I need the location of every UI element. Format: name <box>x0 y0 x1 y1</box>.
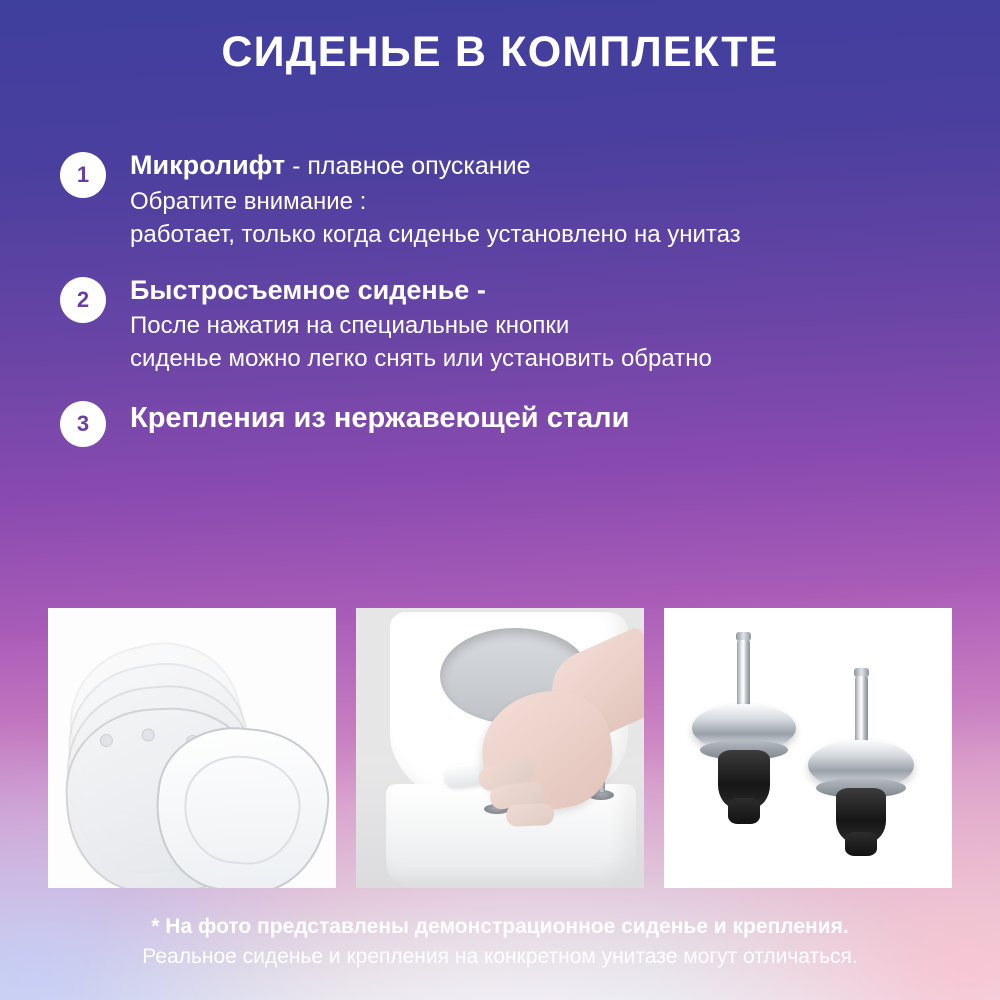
fixing-rubber-tip <box>845 832 877 856</box>
list-item <box>60 148 960 251</box>
feature-heading-row <box>130 148 741 183</box>
feature-number-badge: 2 <box>60 277 106 323</box>
footnote-line-1: * На фото представлены демонстрационное сиденье и крепления. <box>151 915 849 938</box>
fixing-right-icon <box>664 608 952 888</box>
photo-steel-fixings <box>664 608 952 888</box>
feature-subline: После нажатия на специальные кнопки <box>130 312 570 339</box>
photo-seat-softclose <box>48 608 336 888</box>
fixing-shaft <box>855 676 868 748</box>
photo-quick-release <box>356 608 644 888</box>
feature-heading-suffix: - плавное опускание <box>285 152 531 180</box>
finger-shape <box>506 803 555 827</box>
footnote <box>0 912 1000 972</box>
feature-subline: работает, только когда сиденье установлено на унитаз <box>130 221 741 248</box>
list-item <box>60 397 960 447</box>
feature-subline: Обратите внимание : <box>130 188 367 215</box>
feature-text <box>130 148 741 251</box>
feature-heading: Микролифт <box>130 150 286 180</box>
photo-gallery <box>48 608 952 888</box>
feature-list <box>60 148 960 469</box>
feature-heading: Крепления из нержавеющей стали <box>130 402 630 434</box>
feature-text <box>130 273 712 375</box>
footnote-line-2: Реальное сиденье и крепления на конкретном унитазе могут отличаться. <box>142 945 858 968</box>
feature-text <box>130 397 629 437</box>
bumper-dot-icon <box>100 734 113 747</box>
feature-subline: сиденье можно легко снять или установить обратно <box>130 345 712 372</box>
bumper-dot-icon <box>141 728 154 741</box>
feature-heading-row <box>130 273 712 307</box>
feature-heading: Быстросъемное сиденье - <box>130 275 486 305</box>
list-item <box>60 273 960 375</box>
page-title: СИДЕНЬЕ В КОМПЛЕКТЕ <box>221 28 779 76</box>
feature-number-badge: 3 <box>60 401 106 447</box>
feature-number-badge: 1 <box>60 152 106 198</box>
